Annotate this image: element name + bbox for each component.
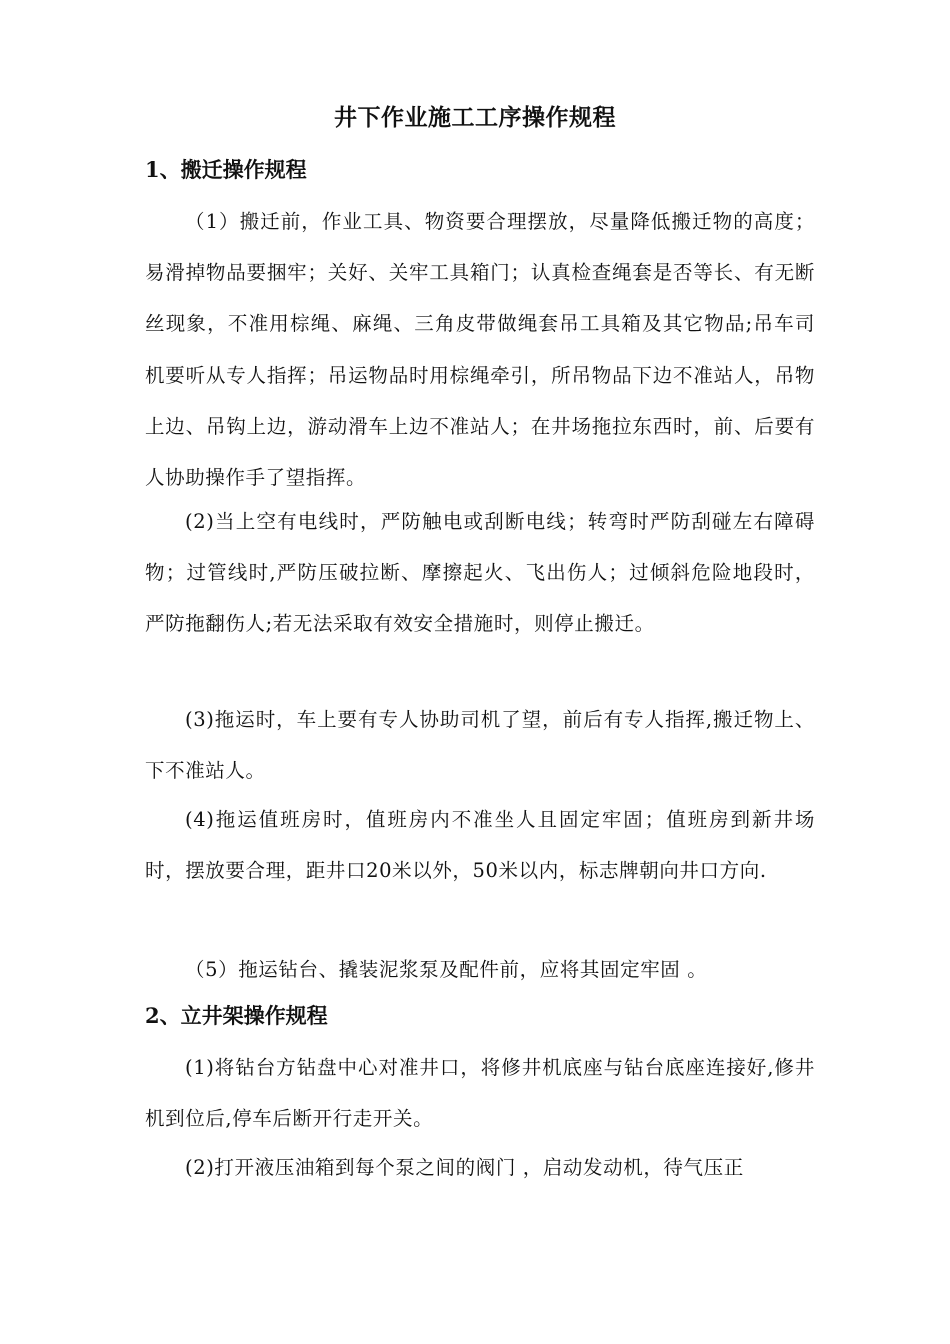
paragraph-relocation-2: (2)当上空有电线时，严防触电或刮断电线；转弯时严防刮碰左右障碍物；过管线时,严防压破拉断、摩擦起火、飞出伤人；过倾斜危险地段时，严防拖翻伤人;若无法采取有效安全措施时，则停止搬迁。: [145, 510, 815, 636]
paragraph-relocation-3: (3)拖运时，车上要有专人协助司机了望，前后有专人指挥,搬迁物上、下不准站人。: [145, 708, 815, 783]
document-title: 井下作业施工工序操作规程: [334, 104, 616, 131]
section-heading-relocation: 1、搬迁操作规程: [145, 157, 307, 182]
paragraph-relocation-5: （5）拖运钻台、撬装泥浆泵及配件前，应将其固定牢固 。: [185, 958, 708, 981]
paragraph-derrick-2: (2)打开液压油箱到每个泵之间的阀门 ，启动发动机，待气压正: [185, 1156, 744, 1179]
paragraph-relocation-1: （1）搬迁前，作业工具、物资要合理摆放，尽量降低搬迁物的高度；易滑掉物品要捆牢；关好、关牢工具箱门；认真检查绳套是否等长、有无断丝现象，不准用棕绳、麻绳、三角皮带做绳套吊工具箱及其它物品;吊车司机要听从专人指挥；吊运物品时用棕绳牵引，所吊物品下边不准站人，吊物上边、吊钩上边，游动滑车上边不准站人；在井场拖拉东西时，前、后要有人协助操作手了望指挥。: [145, 210, 815, 490]
paragraph-derrick-1: (1)将钻台方钻盘中心对准井口，将修井机底座与钻台底座连接好,修井机到位后,停车后断开行走开关。: [145, 1056, 815, 1131]
paragraph-relocation-4: (4)拖运值班房时，值班房内不准坐人且固定牢固；值班房到新井场时，摆放要合理，距井口20米以外，50米以内，标志牌朝向井口方向.: [145, 808, 815, 883]
section-heading-derrick: 2、立井架操作规程: [145, 1003, 328, 1028]
